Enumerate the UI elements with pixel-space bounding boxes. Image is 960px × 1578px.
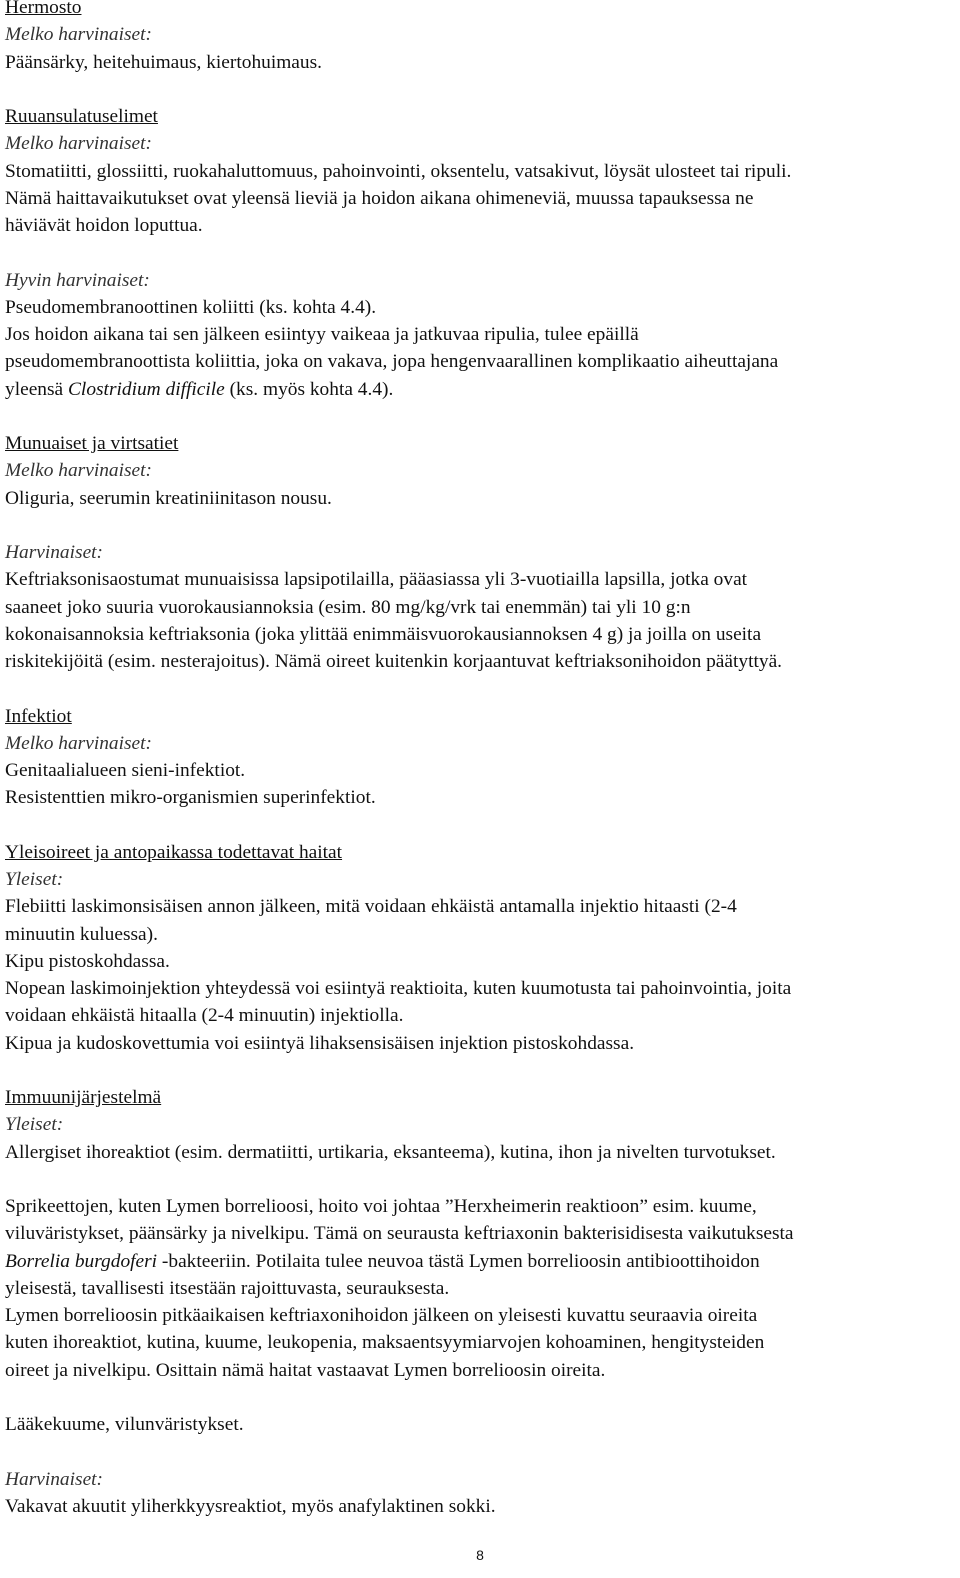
paragraph-line: Pseudomembranoottinen koliitti (ks. kohta 4.4). (5, 296, 377, 318)
paragraph-line: riskitekijöitä (esim. nesterajoitus). Nämä oireet kuitenkin korjaantuvat keftriaksonihoidon päätyttyä. (5, 651, 783, 672)
frequency-label: Melko harvinaiset: (5, 460, 153, 482)
paragraph-line: pseudomembranoottista koliittia, joka on vakava, jopa hengenvaarallinen komplikaatio aiheuttajana (5, 351, 779, 373)
paragraph-line: saaneet joko suuria vuorokausiannoksia (esim. 80 mg/kg/vrk tai enemmän) tai yli 10 g:n (5, 596, 691, 618)
frequency-label: Harvinaiset: (5, 1468, 104, 1490)
frequency-label: Yleiset: (5, 1114, 64, 1136)
paragraph-line: Nämä haittavaikutukset ovat yleensä lieviä ja hoidon aikana ohimeneviä, muussa tapauksessa ne (5, 187, 754, 209)
spacer (5, 76, 955, 103)
spacer (5, 812, 955, 839)
spacer (5, 239, 955, 266)
paragraph-line: Keftriaksonisaostumat munuaisissa lapsipotilailla, pääasiassa yli 3-vuotiailla lapsilla, jotka ovat (5, 569, 748, 591)
paragraph-line: Lääkekuume, vilunväristykset. (5, 1414, 244, 1435)
paragraph-line: Lymen borrelioosin pitkäaikaisen keftriaxonihoidon jälkeen on yleisesti kuvattu seuraavia oireita (5, 1305, 758, 1326)
paragraph-line: Päänsärky, heitehuimaus, kiertohuimaus. (5, 51, 323, 73)
spacer (5, 512, 955, 539)
paragraph-line: Stomatiitti, glossiitti, ruokahaluttomuus, pahoinvointi, oksentelu, vatsakivut, löysät ulosteet tai ripuli. (5, 160, 792, 182)
paragraph-line: Vakavat akuutit yliherkkyysreaktiot, myös anafylaktinen sokki. (5, 1495, 496, 1517)
paragraph-line: Kipu pistoskohdassa. (5, 950, 170, 972)
text-run: (ks. myös kohta 4.4). (224, 378, 394, 400)
paragraph-line (5, 376, 955, 403)
paragraph-line: Oliguria, seerumin kreatiniinitason nousu. (5, 487, 332, 509)
species-name: Borrelia burgdoferi (5, 1250, 158, 1272)
section-heading-munuaiset: Munuaiset ja virtsatiet (5, 433, 179, 454)
paragraph-line: voidaan ehkäistä hitaalla (2-4 minuutin) injektiolla. (5, 1005, 404, 1027)
paragraph-line: viluväristykset, päänsärky ja nivelkipu. Tämä on seurausta keftriaxonin bakterisidisesta vaikutuksesta (5, 1223, 794, 1245)
spacer (5, 1166, 955, 1193)
frequency-label: Hyvin harvinaiset: (5, 269, 150, 291)
paragraph-line: Genitaalialueen sieni-infektiot. (5, 760, 246, 781)
paragraph-line: kokonaisannoksia keftriaksonia (joka ylittää enimmäisvuorokausiannoksen 4 g) ja joilla on useita (5, 623, 762, 645)
paragraph-line: yleisestä, tavallisesti itsestään rajoittuvasta, seurauksesta. (5, 1277, 450, 1299)
spacer (5, 675, 955, 702)
paragraph-line: Sprikeettojen, kuten Lymen borrelioosi, hoito voi johtaa ”Herxheimerin reaktioon” esim. kuume, (5, 1196, 757, 1217)
paragraph-line: Flebiitti laskimonsisäisen annon jälkeen, mitä voidaan ehkäistä antamalla injektio hitaasti (2-4 (5, 896, 737, 918)
page-number: 8 (476, 1547, 484, 1563)
section-heading-ruuansulatus: Ruuansulatuselimet (5, 106, 158, 127)
frequency-label: Melko harvinaiset: (5, 133, 153, 155)
spacer (5, 1438, 955, 1465)
paragraph-line: Kipua ja kudoskovettumia voi esiintyä lihaksensisäisen injektion pistoskohdassa. (5, 1032, 635, 1054)
paragraph-line: Allergiset ihoreaktiot (esim. dermatiitti, urtikaria, eksanteema), kutina, ihon ja nivelten turvotukset. (5, 1141, 776, 1163)
frequency-label: Harvinaiset: (5, 542, 104, 563)
document-page (5, 0, 955, 1520)
paragraph-line: Resistenttien mikro-organismien superinfektiot. (5, 787, 376, 809)
spacer (5, 1384, 955, 1411)
spacer (5, 1057, 955, 1084)
section-heading-hermosto: Hermosto (5, 0, 82, 18)
paragraph-line: kuten ihoreaktiot, kutina, kuume, leukopenia, maksaentsyymiarvojen kohoaminen, hengitysteiden (5, 1332, 765, 1354)
text-run: yleensä (5, 378, 68, 400)
text-run: -bakteeriin. Potilaita tulee neuvoa tästä Lymen borrelioosin antibioottihoidon (157, 1250, 760, 1272)
frequency-label: Melko harvinaiset: (5, 732, 153, 754)
section-heading-yleisoireet: Yleisoireet ja antopaikassa todettavat haitat (5, 841, 343, 863)
paragraph-line: minuutin kuluessa). (5, 923, 158, 945)
paragraph-line: oireet ja nivelkipu. Osittain nämä haitat vastaavat Lymen borrelioosin oireita. (5, 1359, 606, 1381)
paragraph-line (5, 1248, 955, 1275)
frequency-label: Melko harvinaiset: (5, 24, 153, 46)
paragraph-line: häviävät hoidon loputtua. (5, 215, 203, 236)
section-heading-immuuni: Immuunijärjestelmä (5, 1087, 162, 1108)
paragraph-line: Nopean laskimoinjektion yhteydessä voi esiintyä reaktioita, kuten kuumotusta tai pahoinvointia, joita (5, 978, 792, 999)
frequency-label: Yleiset: (5, 869, 64, 890)
spacer (5, 403, 955, 430)
species-name: Clostridium difficile (68, 378, 225, 400)
section-heading-infektiot: Infektiot (5, 705, 72, 727)
paragraph-line: Jos hoidon aikana tai sen jälkeen esiintyy vaikeaa ja jatkuvaa ripulia, tulee epäillä (5, 324, 639, 345)
